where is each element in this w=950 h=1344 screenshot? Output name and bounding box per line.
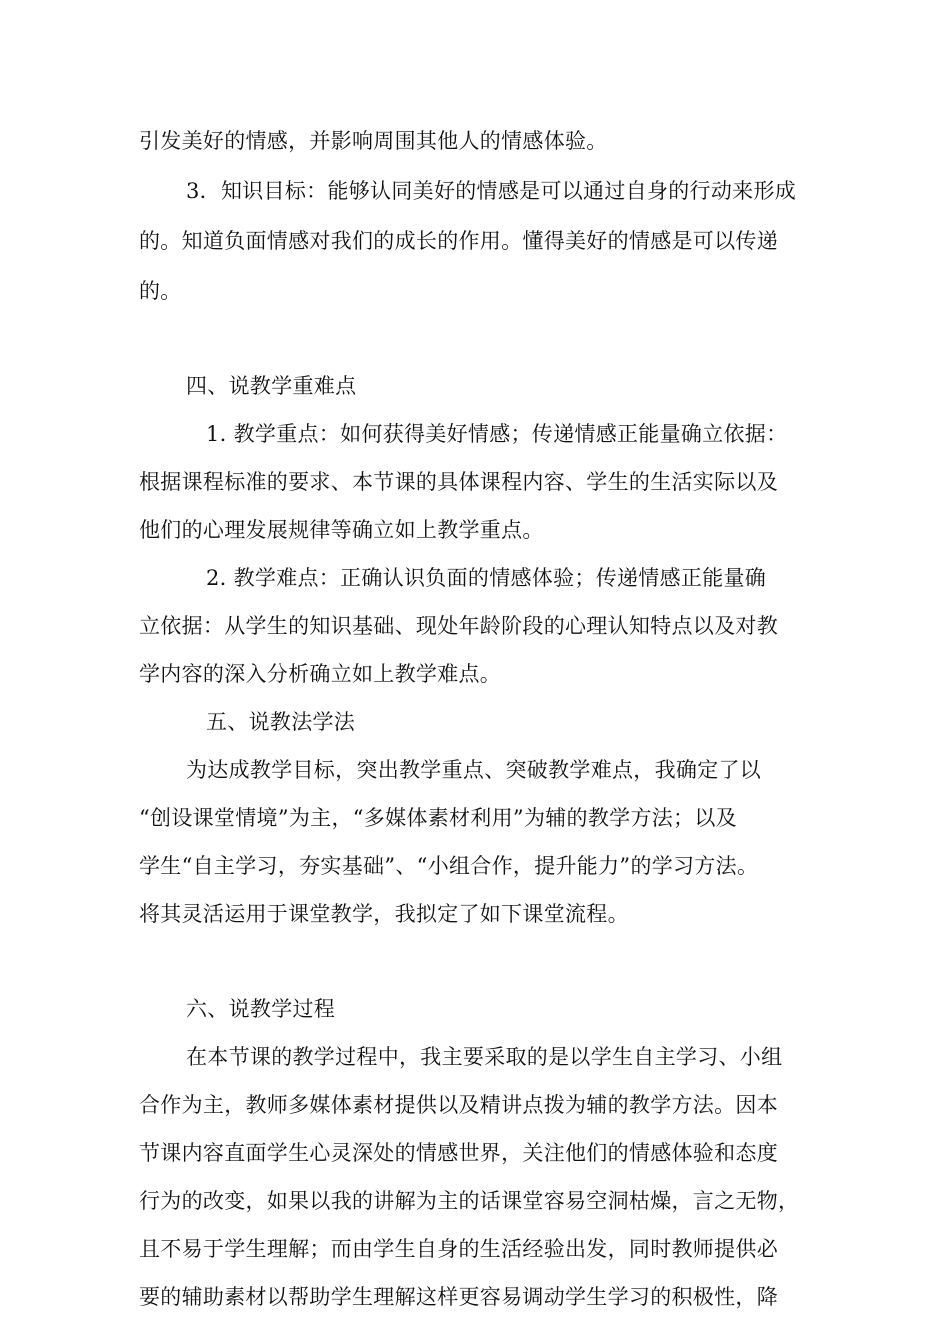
paragraph-line: 将其灵活运用于课堂教学，我拟定了如下课堂流程。: [139, 902, 629, 926]
difficult-point-line: 2. 教学难点：正确认识负面的情感体验；传递情感正能量确: [206, 566, 767, 590]
paragraph-line: 在本节课的教学过程中，我主要采取的是以学生自主学习、小组: [186, 1045, 783, 1069]
paragraph-line: 引发美好的情感，并影响周围其他人的情感体验。: [139, 129, 608, 153]
paragraph-line: 行为的改变，如果以我的讲解为主的话课堂容易空洞枯燥，言之无物，: [139, 1189, 800, 1213]
paragraph-line: 学内容的深入分析确立如上教学难点。: [139, 662, 502, 686]
section-heading-process: 六、说教学过程: [186, 997, 336, 1021]
knowledge-goal-line: 3．知识目标：能够认同美好的情感是可以通过自身的行动来形成: [186, 179, 797, 203]
section-heading-key-points: 四、说教学重难点: [186, 374, 357, 398]
paragraph-line: 立依据：从学生的知识基础、现处年龄阶段的心理认知特点以及对教: [139, 614, 778, 638]
paragraph-line: 且不易于学生理解；而由学生自身的生活经验出发，同时教师提供必: [139, 1237, 778, 1261]
paragraph-line: 要的辅助素材以帮助学生理解这样更容易调动学生学习的积极性，降: [139, 1285, 778, 1309]
paragraph-line: “创设课堂情境”为主，“多媒体素材利用”为辅的教学方法；以及: [139, 806, 737, 830]
paragraph-line: 的。知道负面情感对我们的成长的作用。懂得美好的情感是可以传递: [139, 229, 778, 253]
paragraph-line: 的。: [139, 279, 182, 303]
paragraph-line: 学生“自主学习，夯实基础”、“小组合作，提升能力”的学习方法。: [139, 854, 759, 878]
paragraph-line: 合作为主，教师多媒体素材提供以及精讲点拨为辅的教学方法。因本: [139, 1093, 778, 1117]
paragraph-line: 为达成教学目标，突出教学重点、突破教学难点，我确定了以: [186, 758, 762, 782]
section-heading-methods: 五、说教法学法: [206, 710, 356, 734]
paragraph-line: 节课内容直面学生心灵深处的情感世界，关注他们的情感体验和态度: [139, 1141, 778, 1165]
paragraph-line: 他们的心理发展规律等确立如上教学重点。: [139, 518, 544, 542]
paragraph-line: 根据课程标准的要求、本节课的具体课程内容、学生的生活实际以及: [139, 470, 778, 494]
key-point-line: 1. 教学重点：如何获得美好情感；传递情感正能量确立依据：: [206, 422, 788, 446]
